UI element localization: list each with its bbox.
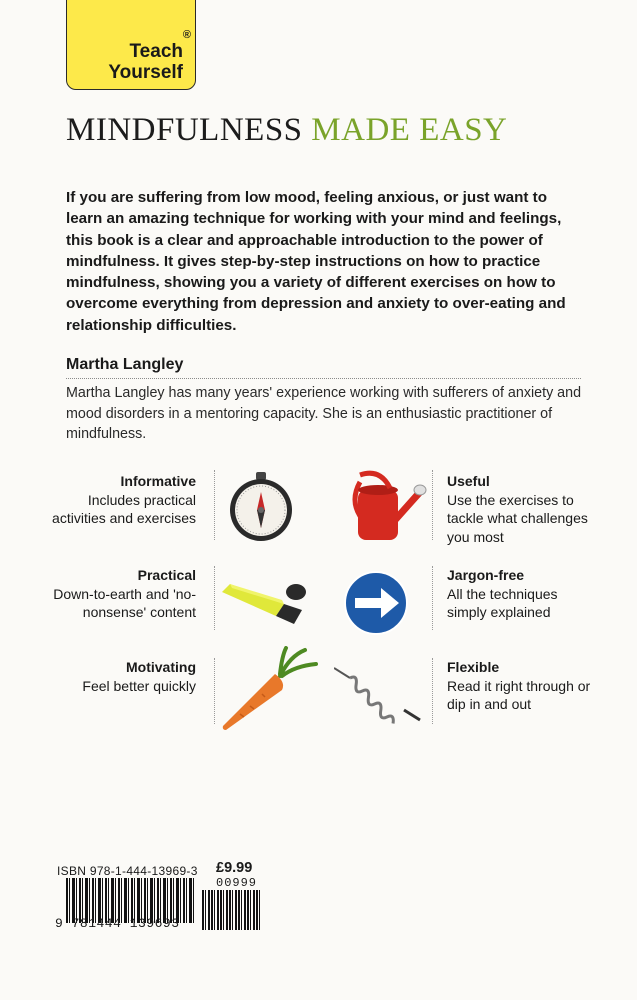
feature-heading: Practical [137,567,196,583]
author-divider [66,378,581,379]
title-part-made-easy: MADE EASY [311,112,508,148]
feature-heading: Useful [447,473,490,489]
feature-flexible [447,658,597,714]
separator-left-2 [214,566,215,630]
direction-sign-icon [343,570,409,636]
spring-icon [334,664,424,724]
feature-heading: Flexible [447,659,500,675]
price-text: £9.99 [216,860,253,876]
isbn-text: ISBN 978-1-444-13969-3 [57,864,198,878]
watering-can-icon [340,470,430,542]
logo-text [108,41,183,83]
feature-motivating [46,658,196,695]
compass-icon [228,472,294,544]
feature-useful [447,472,597,546]
feature-jargon-free [447,566,597,622]
feature-text: Feel better quickly [82,677,196,694]
highlighter-icon [222,574,312,626]
price-barcode [202,890,260,930]
author-bio: Martha Langley has many years' experience working with sufferers of anxiety and mood disorders in a mentoring capacity. She is an enthusiastic practitioner of mindfulness. [66,385,582,442]
separator-right-3 [432,658,433,724]
separator-right-1 [432,470,433,540]
logo-line-yourself: Yourself [108,62,183,83]
logo-line-teach: Teach [129,41,183,62]
separator-left-3 [214,658,215,724]
separator-left-1 [214,470,215,540]
price-addon-digits: 00999 [216,876,258,890]
author-name: Martha Langley [66,356,184,373]
book-blurb: If you are suffering from low mood, feeling anxious, or just want to learn an amazing technique for working with your mind and feelings, this book is a clear and approachable introduction to the power of mindfulness. It gives step-by-step instructions on how to practice mindfulness, showing you a variety of different exercises on how to overcome everything from depression and anxiety to over-eating and relationship difficulties. [66,189,566,334]
feature-heading: Jargon-free [447,567,525,583]
feature-text: All the techniques simply explained [447,585,558,620]
title-part-mindfulness: MINDFULNESS [66,112,303,148]
teach-yourself-logo [66,0,196,90]
feature-practical [46,566,196,622]
feature-heading: Motivating [126,659,196,675]
feature-text: Read it right through or dip in and out [447,677,591,712]
feature-text: Use the exercises to tackle what challenges you most [447,491,588,545]
registered-mark: ® [182,29,191,41]
book-title [66,112,507,149]
feature-informative [46,472,196,528]
carrot-icon [220,646,320,732]
feature-text: Includes practical activities and exercises [52,491,196,526]
feature-text: Down-to-earth and 'no-nonsense' content [53,585,196,620]
ean-digits: 9 781444 139693 [55,916,180,931]
separator-right-2 [432,566,433,630]
feature-heading: Informative [120,473,196,489]
